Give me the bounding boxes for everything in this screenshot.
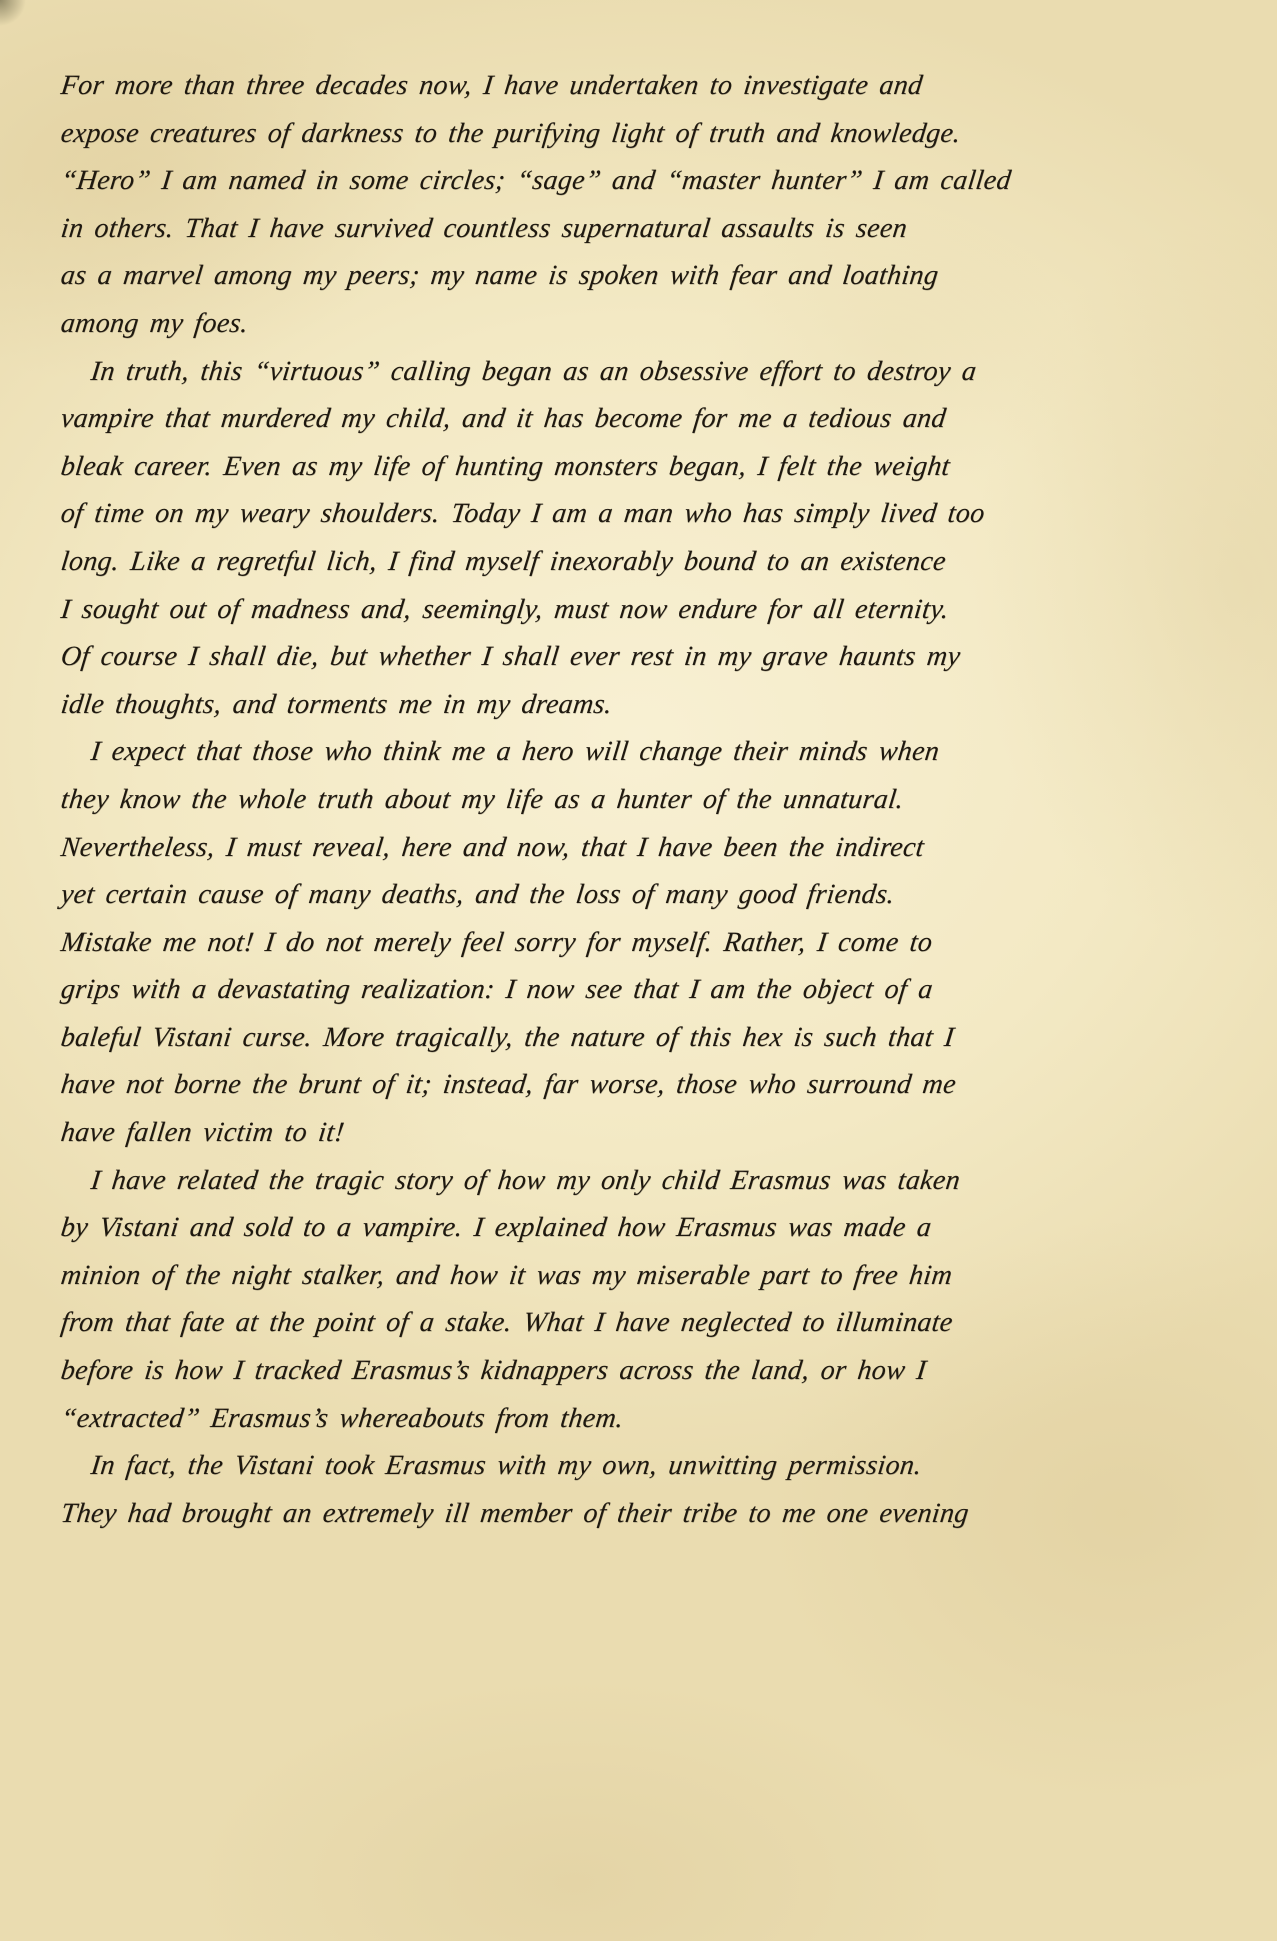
text-line: “Hero” I am named in some circles; “sage” and “master hunter” I am called <box>59 165 1013 197</box>
text-line: They had brought an extremely ill member of their tribe to me one evening <box>59 1497 971 1529</box>
text-line: expose creatures of darkness to the purifying light of truth and knowledge. <box>59 117 963 149</box>
text-line: among my foes. <box>59 307 251 339</box>
text-line: long. Like a regretful lich, I find myself inexorably bound to an existence <box>59 545 948 577</box>
text-line: by Vistani and sold to a vampire. I explained how Erasmus was made a <box>59 1212 934 1244</box>
text-line: have fallen victim to it! <box>59 1117 347 1149</box>
text-line: baleful Vistani curse. More tragically, the nature of this hex is such that I <box>59 1021 956 1053</box>
text-line: of time on my weary shoulders. Today I am a man who has simply lived too <box>59 498 987 530</box>
text-line: in others. That I have survived countless supernatural assaults is seen <box>59 212 909 244</box>
paragraph <box>61 1442 1001 1537</box>
text-line: they know the whole truth about my life as a hunter of the unnatural. <box>59 783 906 815</box>
text-line: have not borne the brunt of it; instead, far worse, those who surround me <box>59 1069 958 1101</box>
text-line: “extracted” Erasmus’s whereabouts from them. <box>59 1402 626 1434</box>
text-line: before is how I tracked Erasmus’s kidnappers across the land, or how I <box>59 1355 929 1387</box>
journal-text-block <box>59 62 1013 1537</box>
text-line: as a marvel among my peers; my name is spoken with fear and loathing <box>59 260 941 292</box>
text-line: idle thoughts, and torments me in my dreams. <box>59 688 615 720</box>
text-line: Nevertheless, I must reveal, here and now, that I have been the indirect <box>59 831 926 863</box>
text-line: I sought out of madness and, seemingly, must now endure for all eternity. <box>59 593 951 625</box>
text-line: I have related the tragic story of how my only child Erasmus was taken <box>89 1164 963 1196</box>
paragraph <box>61 1157 1001 1443</box>
text-line: vampire that murdered my child, and it has become for me a tedious and <box>59 403 948 435</box>
text-line: I expect that those who think me a hero will change their minds when <box>89 736 942 768</box>
text-line: minion of the night stalker, and how it was my miserable part to free him <box>59 1259 955 1291</box>
text-line: Of course I shall die, but whether I shall ever rest in my grave haunts my <box>59 641 963 673</box>
text-line: bleak career. Even as my life of hunting monsters began, I felt the weight <box>59 450 952 482</box>
paragraph <box>59 62 1013 348</box>
text-line: In fact, the Vistani took Erasmus with my own, unwitting permission. <box>89 1450 924 1482</box>
paragraph <box>61 348 1001 729</box>
paragraph <box>61 728 1001 1156</box>
text-line: In truth, this “virtuous” calling began as an obsessive effort to destroy a <box>89 355 979 387</box>
text-line: For more than three decades now, I have undertaken to investigate and <box>59 70 925 101</box>
text-line: yet certain cause of many deaths, and the loss of many good friends. <box>59 879 897 911</box>
text-line: from that fate at the point of a stake. What I have neglected to illuminate <box>59 1307 955 1339</box>
text-line: grips with a devastating realization: I now see that I am the object of a <box>59 974 935 1006</box>
text-line: Mistake me not! I do not merely feel sorry for myself. Rather, I come to <box>59 926 935 958</box>
